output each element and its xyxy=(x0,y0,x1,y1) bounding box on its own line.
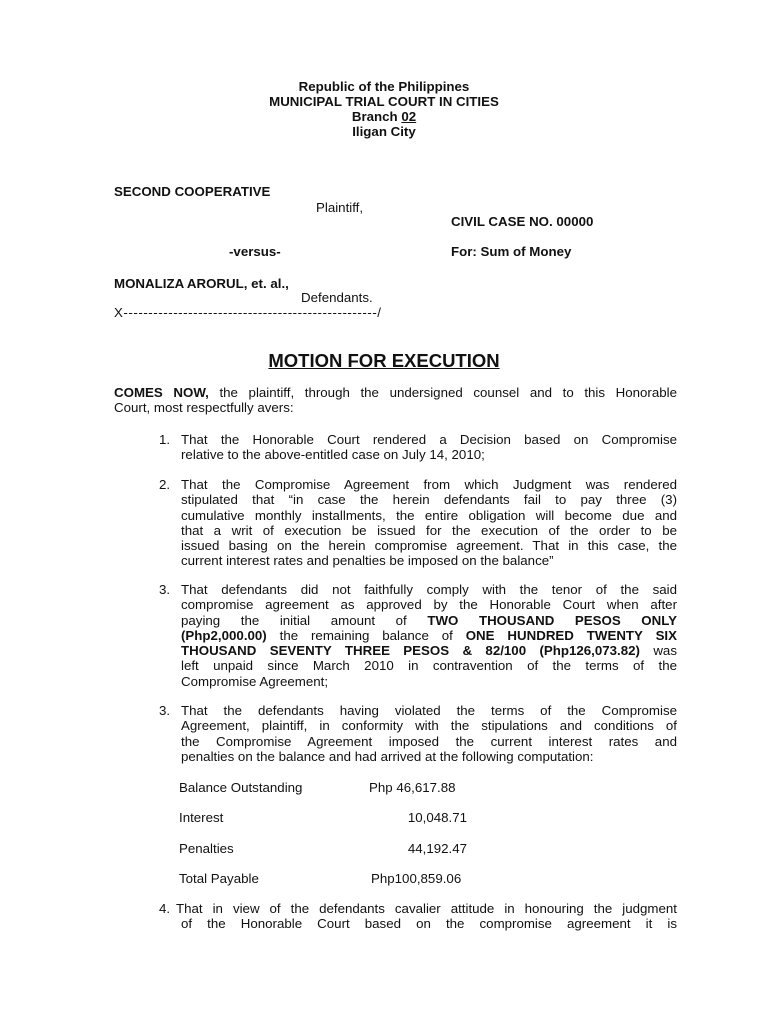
computation-amount: Php100,859.06 xyxy=(371,871,462,886)
item-2-line: stipulated that “in case the herein defendants fail to pay three (3) xyxy=(181,492,677,508)
computation-label: Balance Outstanding xyxy=(179,780,303,795)
item-3a-line xyxy=(181,613,677,628)
intro-line-1-text: the plaintiff, through the undersigned counsel and to this Honorable xyxy=(208,385,677,400)
page-title: MOTION FOR EXECUTION xyxy=(268,350,500,371)
item-3a-number: 3. xyxy=(159,582,171,597)
computation-label: Total Payable xyxy=(179,871,259,886)
versus-label: -versus- xyxy=(229,244,281,259)
intro-line-2: Court, most respectfully avers: xyxy=(114,400,294,416)
item-1-line: relative to the above-entitled case on July 14, 2010; xyxy=(181,447,485,463)
item-4-line: of the Honorable Court based on the compromise agreement it is xyxy=(181,916,677,932)
caption-branch xyxy=(0,109,768,124)
plaintiff-role: Plaintiff, xyxy=(316,200,364,215)
caption-court: MUNICIPAL TRIAL COURT IN CITIES xyxy=(269,94,499,109)
item-2-line: issued basing on the herein compromise agreement. That in this case, the xyxy=(181,538,677,554)
item-3a-text: was xyxy=(653,643,677,659)
computation-amount: 44,192.47 xyxy=(407,841,467,856)
item-4-number: 4. xyxy=(159,901,171,916)
item-3a-paragraph xyxy=(181,582,677,689)
item-1-line: That the Honorable Court rendered a Decision based on Compromise xyxy=(181,432,677,447)
item-3a-balance-words: ONE HUNDRED TWENTY SIX xyxy=(465,627,677,643)
item-3a-text: paying the initial amount of xyxy=(181,612,407,628)
computation-amount: 10,048.71 xyxy=(407,810,467,825)
computation-amount: Php 46,617.88 xyxy=(369,780,456,795)
intro-lead: COMES NOW, xyxy=(114,385,209,400)
branch-label: Branch xyxy=(351,109,402,124)
case-number: CIVIL CASE NO. 00000 xyxy=(451,214,594,229)
item-2-line: That the Compromise Agreement from which Judgment was rendered xyxy=(181,477,677,492)
item-3b-paragraph xyxy=(181,703,677,764)
item-3a-text: the remaining balance of xyxy=(279,627,453,643)
item-2-line: cumulative monthly installments, the entire obligation will become due and xyxy=(181,507,677,523)
computation-label: Interest xyxy=(179,810,224,825)
item-3a-line: left unpaid since March 2010 in contravention of the terms of the xyxy=(181,658,677,674)
item-2-line: that a writ of execution be issued for the execution of the order to be xyxy=(181,522,677,538)
item-3b-number: 3. xyxy=(159,703,171,718)
item-3a-line: That defendants did not faithfully comply with the tenor of the said xyxy=(181,582,677,597)
caption-republic: Republic of the Philippines xyxy=(298,79,470,94)
caption-city: Iligan City xyxy=(352,124,416,139)
item-3a-amount-words: TWO THOUSAND PESOS ONLY xyxy=(427,612,677,628)
item-3a-line: compromise agreement as approved by the Honorable Court when after xyxy=(181,597,677,613)
case-nature: For: Sum of Money xyxy=(451,244,572,259)
item-3b-line: penalties on the balance and had arrived at the following computation: xyxy=(181,748,594,764)
caption-closing-line: X---------------------------------------------------/ xyxy=(114,305,382,320)
branch-number: 02 xyxy=(401,109,417,124)
item-3a-line xyxy=(181,628,677,643)
item-3a-line: Compromise Agreement; xyxy=(181,673,329,689)
item-2-number: 2. xyxy=(159,477,171,492)
computation-label: Penalties xyxy=(179,841,234,856)
intro-line-1 xyxy=(114,385,677,400)
defendant-name: MONALIZA ARORUL, et. al., xyxy=(114,276,289,291)
item-3b-line: Agreement, plaintiff, in conformity with the stipulations and conditions of xyxy=(181,718,677,734)
item-1-number: 1. xyxy=(159,432,171,447)
item-4-paragraph xyxy=(176,901,677,932)
item-3a-amount-figure: (Php2,000.00) xyxy=(181,627,267,643)
item-3a-balance-figure: THOUSAND SEVENTY THREE PESOS & 82/100 (Php126,073.82) xyxy=(181,643,640,659)
plaintiff-name: SECOND COOPERATIVE xyxy=(114,184,271,199)
item-3a-line xyxy=(181,643,677,658)
defendant-role: Defendants. xyxy=(301,290,373,305)
item-3b-line: That the defendants having violated the terms of the Compromise xyxy=(181,703,677,718)
intro-paragraph xyxy=(114,385,677,416)
item-1-paragraph xyxy=(181,432,677,463)
item-2-line: current interest rates and penalties be imposed on the balance” xyxy=(181,553,554,569)
item-4-line: That in view of the defendants cavalier attitude in honouring the judgment xyxy=(176,901,677,916)
item-2-paragraph xyxy=(181,477,677,569)
item-3b-line: the Compromise Agreement imposed the current interest rates and xyxy=(181,733,677,749)
